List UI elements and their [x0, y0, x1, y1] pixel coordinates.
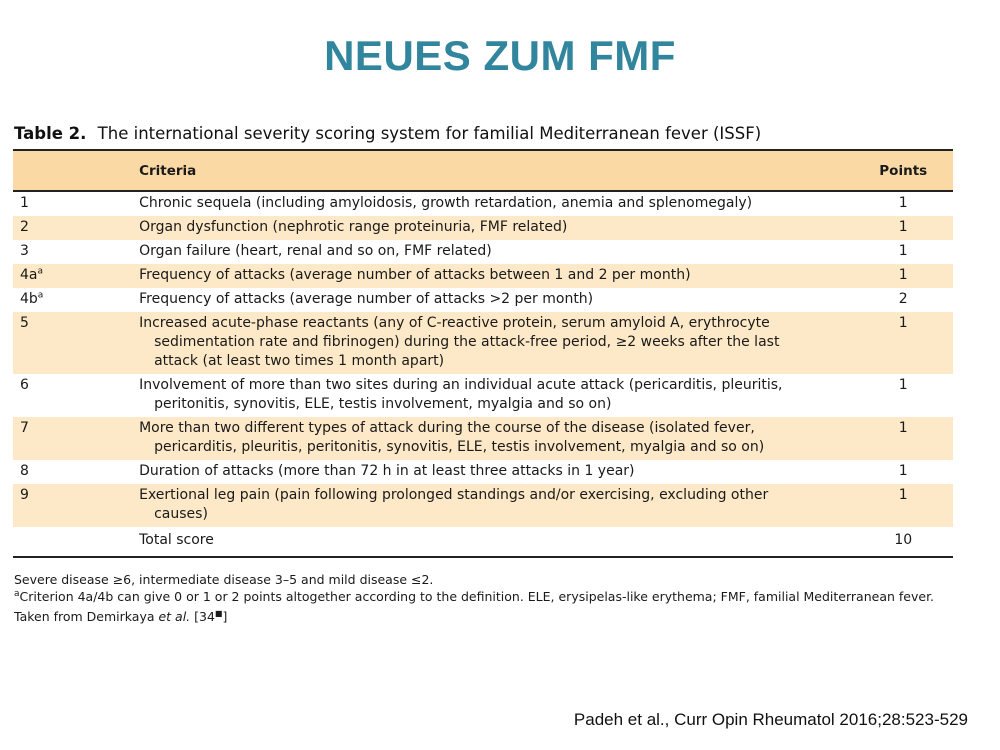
- footnote-source-ref-close: ]: [222, 609, 228, 625]
- criteria-line: sedimentation rate and fibrinogen) during the attack-free period, ≥2 weeks after the last: [154, 334, 780, 350]
- row-criteria: [139, 312, 853, 374]
- row-number: [13, 191, 139, 216]
- table-header-row: [13, 150, 953, 191]
- table-row: [13, 191, 953, 216]
- row-number: [13, 216, 139, 240]
- row-criteria: [139, 240, 853, 264]
- issf-table-container: [13, 149, 953, 558]
- criteria-line: Duration of attacks (more than 72 h in at least three attacks in 1 year): [139, 463, 635, 479]
- header-points: Points: [853, 150, 953, 191]
- row-criteria: [139, 417, 853, 460]
- footnote-criterion-marker: a: [14, 588, 20, 599]
- table-row: [13, 484, 953, 527]
- row-number-text: 4b: [20, 291, 38, 307]
- slide-title: NEUES ZUM FMF: [324, 32, 676, 79]
- total-row-number: [13, 527, 139, 557]
- row-number-footnote-marker: a: [37, 290, 44, 301]
- row-number: [13, 264, 139, 288]
- row-points: 1: [898, 195, 908, 211]
- row-number-footnote-marker: a: [37, 266, 44, 277]
- row-number: [13, 240, 139, 264]
- row-number: [13, 460, 139, 484]
- row-criteria: [139, 374, 853, 417]
- footnote-severity: Severe disease ≥6, intermediate disease 3–5 and mild disease ≤2.: [14, 572, 434, 587]
- row-number-text: 7: [20, 420, 29, 436]
- table-caption-label: Table 2.: [14, 124, 87, 143]
- table-row: [13, 374, 953, 417]
- row-criteria: [139, 264, 853, 288]
- row-number: [13, 288, 139, 312]
- table-body: [13, 191, 953, 557]
- criteria-line: causes): [154, 506, 208, 522]
- row-points: 1: [898, 267, 908, 283]
- row-number: [13, 417, 139, 460]
- row-points: 1: [898, 463, 908, 479]
- table-row: [13, 240, 953, 264]
- row-criteria: [139, 484, 853, 527]
- criteria-line: More than two different types of attack during the course of the disease (isolated fever,: [139, 420, 755, 436]
- row-criteria: [139, 216, 853, 240]
- footnote-criterion-text: Criterion 4a/4b can give 0 or 1 or 2 points altogether according to the definition. ELE, erysipelas-like erythema; FMF, familial Mediterranean fever.: [19, 589, 935, 604]
- row-criteria: [139, 288, 853, 312]
- table-caption-text: The international severity scoring system for familial Mediterranean fever (ISSF): [97, 124, 762, 143]
- row-number: [13, 374, 139, 417]
- row-number-text: 9: [20, 487, 29, 503]
- criteria-line: Organ failure (heart, renal and so on, FMF related): [139, 243, 492, 259]
- row-points: 1: [898, 315, 908, 331]
- criteria-line: Increased acute-phase reactants (any of C-reactive protein, serum amyloid A, erythrocyte: [139, 315, 770, 331]
- criteria-line: Frequency of attacks (average number of attacks >2 per month): [139, 291, 594, 307]
- row-points: 1: [898, 243, 908, 259]
- table-total-row: [13, 527, 953, 557]
- header-number: [13, 150, 139, 191]
- issf-table: [13, 149, 953, 558]
- row-number-text: 3: [20, 243, 29, 259]
- row-number-text: 2: [20, 219, 29, 235]
- row-number-text: 6: [20, 377, 29, 393]
- table-row: [13, 264, 953, 288]
- total-score-label: Total score: [139, 527, 853, 557]
- criteria-line: Frequency of attacks (average number of attacks between 1 and 2 per month): [139, 267, 691, 283]
- row-points: 2: [898, 291, 908, 307]
- criteria-line: Exertional leg pain (pain following prolonged standings and/or exercising, excluding other: [139, 487, 769, 503]
- row-points: 1: [898, 219, 908, 235]
- table-caption: [14, 124, 761, 143]
- criteria-line: pericarditis, pleuritis, peritonitis, synovitis, ELE, testis involvement, myalgia and so on): [154, 439, 765, 455]
- table-row: [13, 216, 953, 240]
- table-row: [13, 312, 953, 374]
- row-points: 1: [898, 420, 908, 436]
- row-points: 1: [898, 377, 908, 393]
- footnote-source-etal: et al.: [158, 609, 191, 625]
- slide-citation: Padeh et al., Curr Opin Rheumatol 2016;28:523-529: [573, 710, 968, 729]
- row-number-text: 8: [20, 463, 29, 479]
- table-row: [13, 288, 953, 312]
- footnote-ref-mark: ■: [214, 609, 223, 618]
- footnote-criterion: [14, 588, 974, 605]
- criteria-line: Chronic sequela (including amyloidosis, growth retardation, anemia and splenomegaly): [139, 195, 753, 211]
- footnote-source-ref-open: [34: [190, 609, 215, 625]
- row-number: [13, 484, 139, 527]
- footnote-source-prefix: Taken from Demirkaya: [14, 609, 159, 625]
- table-row: [13, 417, 953, 460]
- criteria-line: Organ dysfunction (nephrotic range proteinuria, FMF related): [139, 219, 568, 235]
- header-criteria: Criteria: [139, 150, 853, 191]
- row-number-text: 1: [20, 195, 29, 211]
- criteria-line: Involvement of more than two sites during an individual acute attack (pericarditis, pleuritis,: [139, 377, 783, 393]
- footnote-source: [14, 605, 974, 625]
- row-number-text: 5: [20, 315, 29, 331]
- row-number-text: 4a: [20, 267, 38, 283]
- criteria-line: attack (at least two times 1 month apart): [154, 353, 445, 369]
- criteria-line: peritonitis, synovitis, ELE, testis involvement, myalgia and so on): [154, 396, 612, 412]
- row-criteria: [139, 191, 853, 216]
- row-points: 1: [898, 487, 908, 503]
- total-score-points: 10: [853, 527, 953, 557]
- row-number: [13, 312, 139, 374]
- table-footnotes: [14, 571, 974, 625]
- row-criteria: [139, 460, 853, 484]
- table-row: [13, 460, 953, 484]
